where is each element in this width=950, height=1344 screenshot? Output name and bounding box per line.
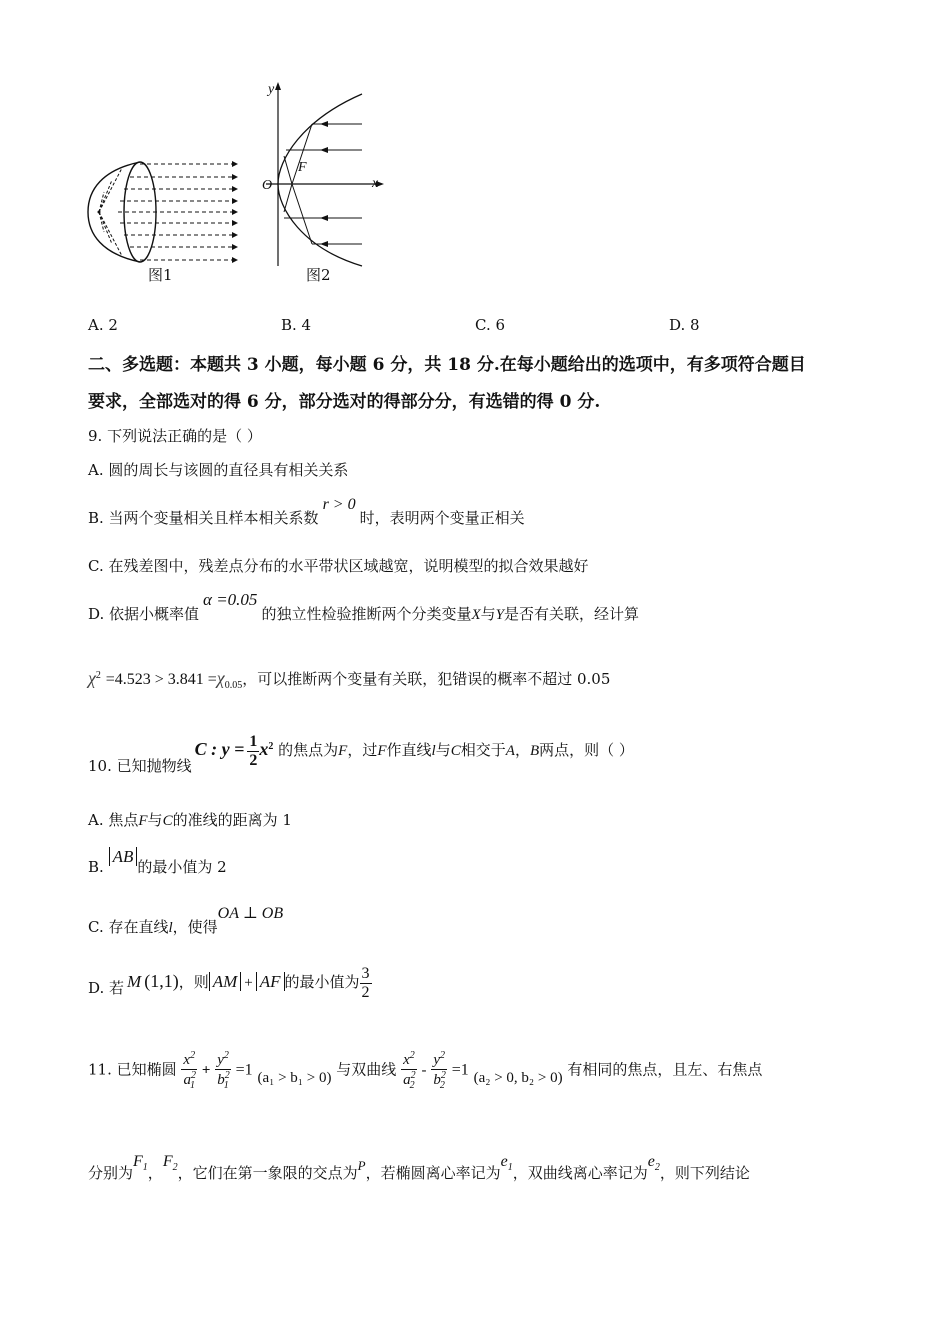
q10-stem-post: 的焦点为: [278, 741, 339, 760]
q11-ell-x: x: [183, 1052, 191, 1068]
q11-hyp-x: x: [403, 1052, 410, 1068]
q10-option-b: [88, 847, 227, 877]
q10-c-pre: C. 存在直线: [88, 918, 169, 936]
q10-frac-den: 2: [249, 751, 258, 769]
q10-c-math: OA ⊥ OB: [217, 905, 284, 922]
q11-P: P: [357, 1158, 366, 1173]
q11-F1: F: [133, 1153, 143, 1170]
q10-c-l: l: [168, 920, 173, 936]
q9-option-d-line2: $\chi^2 =4.523 > 3.841 =\chi_{0.05}$，可以推断两个变量有关联，犯错误的概率不超过 0.05: [88, 668, 611, 691]
q10-l: l: [431, 743, 436, 760]
q10-d-M: M: [127, 972, 142, 992]
origin-label: O: [262, 178, 273, 193]
q11-stem-pre: 11. 已知椭圆: [88, 1060, 177, 1079]
q10-frac-num: 1: [249, 733, 258, 750]
q10-stem-pre: 10. 已知抛物线: [88, 757, 192, 776]
q11-e2: e: [647, 1153, 655, 1170]
q10-d-pre: D. 若: [88, 979, 125, 998]
q11-ell-cond: (a₁ > b₁ > 0): [257, 1070, 332, 1087]
q10-b-pre: B.: [88, 858, 104, 876]
q10-d-AF: AF: [256, 972, 285, 991]
q11-ell-a: a: [183, 1071, 191, 1088]
q10-curve: C : y =: [194, 739, 245, 760]
q11-line2-pre: 分别为: [88, 1164, 134, 1182]
q11-hyp-b: b: [433, 1071, 441, 1088]
q10-d-frac-num: 3: [361, 965, 370, 982]
q11-hyp-eq: =1: [451, 1061, 469, 1079]
q11-ell-eq: =1: [235, 1061, 253, 1079]
q11-e1: e: [500, 1153, 508, 1170]
q11-F2: F: [162, 1153, 173, 1170]
q11-hyp-cond: (a₂ > 0, b₂ > 0): [473, 1070, 563, 1087]
q9-d-alpha: α =0.05: [203, 590, 258, 609]
q9-d-post-2: 是否有关联，经计算: [503, 605, 639, 623]
q9-d-chi-value: =4.523 > 3.841 =: [105, 671, 217, 688]
q9-d-var-y: Y: [495, 607, 504, 623]
q9-b-pre: B. 当两个变量相关且样本相关系数: [88, 509, 319, 527]
q11-line2-post: ，则下列结论: [659, 1164, 750, 1182]
q9-option-b: [88, 496, 525, 528]
q10-b-post: 的最小值为 2: [137, 858, 227, 876]
q9-b-post: 时，表明两个变量正相关: [359, 509, 525, 527]
q9-option-a: A. 圆的周长与该圆的直径具有相关关系: [88, 461, 349, 479]
q10-C: C: [450, 743, 461, 760]
q10-d-coord: (1,1): [144, 971, 179, 992]
q10-B: B: [529, 743, 540, 760]
q11-hyp-a: a: [403, 1071, 411, 1088]
q10-F-2: F: [377, 743, 387, 760]
q10-d-frac-den: 2: [361, 983, 370, 1001]
q11-line2: 分别为$F_1$，$F_2$，它们在第一象限的交点为P，若椭圆离心率记为$e_1$，双曲线离心率记为$e_2$，则下列结论: [88, 1153, 750, 1182]
q11-line2-mid3: ，双曲线离心率记为: [512, 1164, 648, 1182]
q9-d-post-1: 的独立性检验推断两个分类变量: [261, 605, 472, 623]
axis-y-label: y: [268, 82, 275, 97]
q10-a-mid: 与: [147, 811, 163, 829]
axis-x-label: x: [372, 176, 379, 191]
q10-curve-tail: x: [259, 739, 269, 760]
q9-stem: 9. 下列说法正确的是（ ）: [88, 427, 262, 445]
q10-a-C: C: [162, 813, 173, 829]
q9-d-mid: 与: [480, 605, 496, 623]
q10-F: F: [338, 743, 348, 760]
q10-d-post: 的最小值为: [284, 973, 360, 992]
q10-A: A: [505, 743, 515, 760]
section-2-heading-line2: 要求，全部选对的得 6 分，部分选对的得部分分，有选错的得 0 分.: [88, 392, 601, 412]
q10-a-F: F: [138, 813, 148, 829]
q10-b-math: AB: [109, 847, 138, 866]
q11-post: 有相同的焦点，且左、右焦点: [567, 1060, 763, 1079]
q10-c-mid: ，使得: [172, 918, 218, 936]
q10-a-pre: A. 焦点: [88, 811, 139, 829]
q11-line2-mid: ，它们在第一象限的交点为: [177, 1164, 358, 1182]
q10-stem-post2: ，过: [347, 741, 378, 760]
q10-d-plus: +: [244, 975, 253, 992]
q9-d-chi: χ: [88, 668, 96, 688]
q10-stem-post6: 两点，则（ ）: [539, 741, 634, 760]
q10-stem-post4: 与: [435, 741, 451, 760]
q9-option-c: C. 在残差图中，残差点分布的水平带状区域越宽，说明模型的拟合效果越好: [88, 557, 589, 575]
figure-2-caption: 图2: [306, 266, 331, 284]
q9-d-var-x: X: [471, 607, 481, 623]
q10-stem-post3: 作直线: [386, 741, 432, 760]
q8-option-d: D. 8: [669, 316, 700, 334]
q9-d-chi-sub: 0.05: [224, 680, 243, 691]
q9-d-pre: D. 依据小概率值: [88, 605, 200, 623]
focus-label: F: [298, 160, 307, 175]
q8-option-c: C. 6: [475, 316, 506, 334]
q11-line2-mid2: ，若椭圆离心率记为: [365, 1164, 501, 1182]
q11-hyp-y: y: [433, 1052, 440, 1068]
q10-d-AM: AM: [209, 972, 242, 991]
q11-ell-b: b: [217, 1071, 225, 1088]
figure-1-caption: 图1: [148, 266, 173, 284]
q10-a-post: 的准线的距离为 1: [172, 811, 292, 829]
figure-2-parabola-axes: [262, 80, 392, 270]
q8-option-b: B. 4: [281, 316, 312, 334]
q10-stem: 10. 已知抛物线C : y = $\frac{1}{2}$ $x^2$ 的焦点为F，过F作直线l与C相交于A，B两点，则（ ）: [88, 733, 634, 776]
q9-option-d: [88, 590, 639, 624]
q10-option-a: [88, 809, 292, 830]
q9-b-math: r > 0: [322, 496, 356, 513]
q10-comma: ，: [514, 741, 530, 760]
q11-ell-y: y: [217, 1052, 224, 1068]
q11-line1: 11. 已知椭圆 $\frac{x^2}{a^2_1}$ + $\frac{y^2}{b^2_1}$ =1 (a₁ > b₁ > 0) 与双曲线 $\frac{x^2}{a^2_2}$ - $\frac{y^2}{b^2_2}$ =1 (a₂ > 0, b₂ > 0) 有相同的焦点，且左、右焦点: [88, 1050, 763, 1091]
q10-option-c: [88, 905, 284, 937]
figure-1-paraboloid: [82, 150, 252, 270]
q10-d-mid: ，则: [178, 973, 209, 992]
section-2-heading-line1: 二、多选题：本题共 3 小题，每小题 6 分，共 18 分.在每小题给出的选项中，有多项符合题目: [88, 355, 806, 375]
q10-stem-post5: 相交于: [460, 741, 506, 760]
q10-option-d: [88, 965, 372, 1001]
q9-d-tail: ，可以推断两个变量有关联，犯错误的概率不超过 0.05: [242, 670, 611, 688]
q8-option-a: A. 2: [88, 316, 118, 334]
q11-mid: 与双曲线: [336, 1060, 397, 1079]
